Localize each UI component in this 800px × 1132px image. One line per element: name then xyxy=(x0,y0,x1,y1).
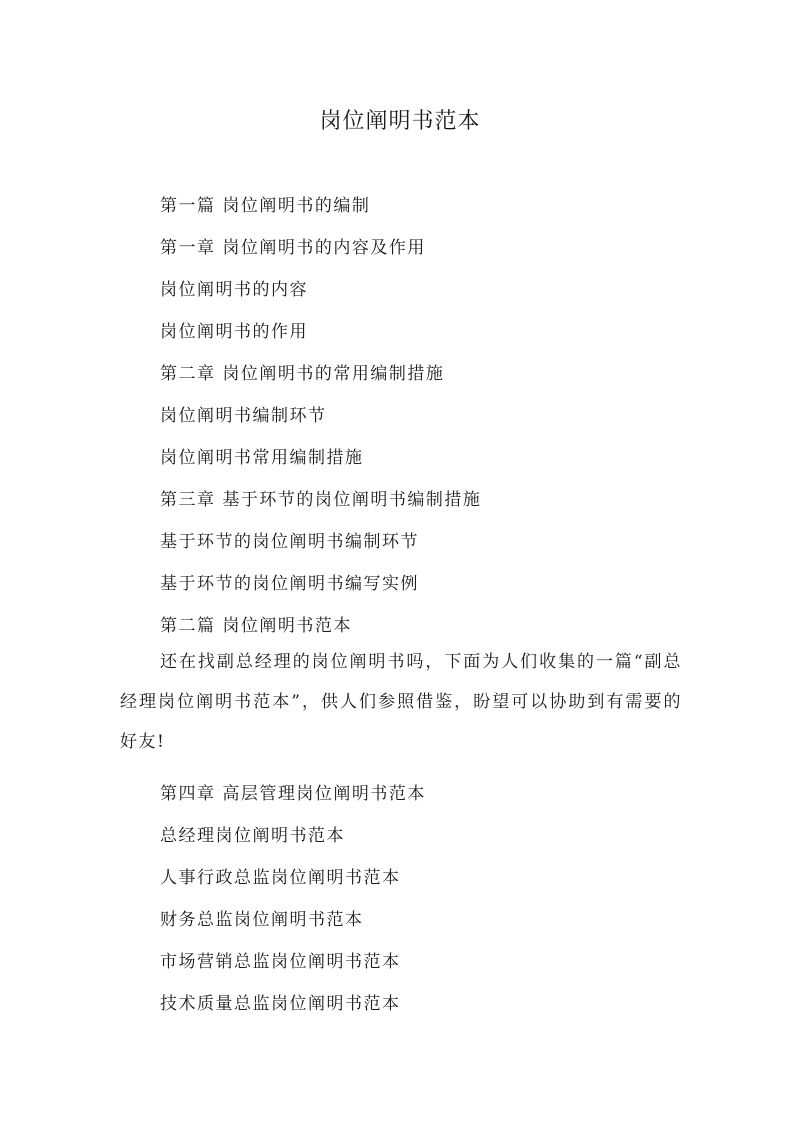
outline-line-section: 岗位阐明书的作用 xyxy=(160,322,308,342)
outline-line-part-1: 第一篇 岗位阐明书的编制 xyxy=(160,196,371,216)
outline-line-section: 基于环节的岗位阐明书编写实例 xyxy=(160,574,419,594)
outline-line-part-2: 第二篇 岗位阐明书范本 xyxy=(160,616,352,636)
outline-line-section: 总经理岗位阐明书范本 xyxy=(160,826,345,846)
outline-line-chapter-2: 第二章 岗位阐明书的常用编制措施 xyxy=(160,364,445,384)
document-title: 岗位阐明书范本 xyxy=(319,109,481,134)
outline-line-section: 人事行政总监岗位阐明书范本 xyxy=(160,868,401,888)
outline-line-section: 基于环节的岗位阐明书编制环节 xyxy=(160,532,419,552)
outline-line-section: 岗位阐明书常用编制措施 xyxy=(160,448,364,468)
outline-line-section: 市场营销总监岗位阐明书范本 xyxy=(160,952,401,972)
outline-line-section: 技术质量总监岗位阐明书范本 xyxy=(160,994,401,1014)
outline-line-chapter-4: 第四章 高层管理岗位阐明书范本 xyxy=(160,784,426,804)
outline-line-chapter-1: 第一章 岗位阐明书的内容及作用 xyxy=(160,238,426,258)
outline-line-section: 岗位阐明书编制环节 xyxy=(160,406,327,426)
intro-paragraph: 还在找副总经理的岗位阐明书吗，下面为人们收集的一篇“副总经理岗位阐明书范本”，供人们参照借鉴，盼望可以协助到有需要的好友! xyxy=(120,652,682,752)
outline-line-section: 岗位阐明书的内容 xyxy=(160,280,308,300)
outline-line-section: 财务总监岗位阐明书范本 xyxy=(160,910,364,930)
outline-line-chapter-3: 第三章 基于环节的岗位阐明书编制措施 xyxy=(160,490,482,510)
